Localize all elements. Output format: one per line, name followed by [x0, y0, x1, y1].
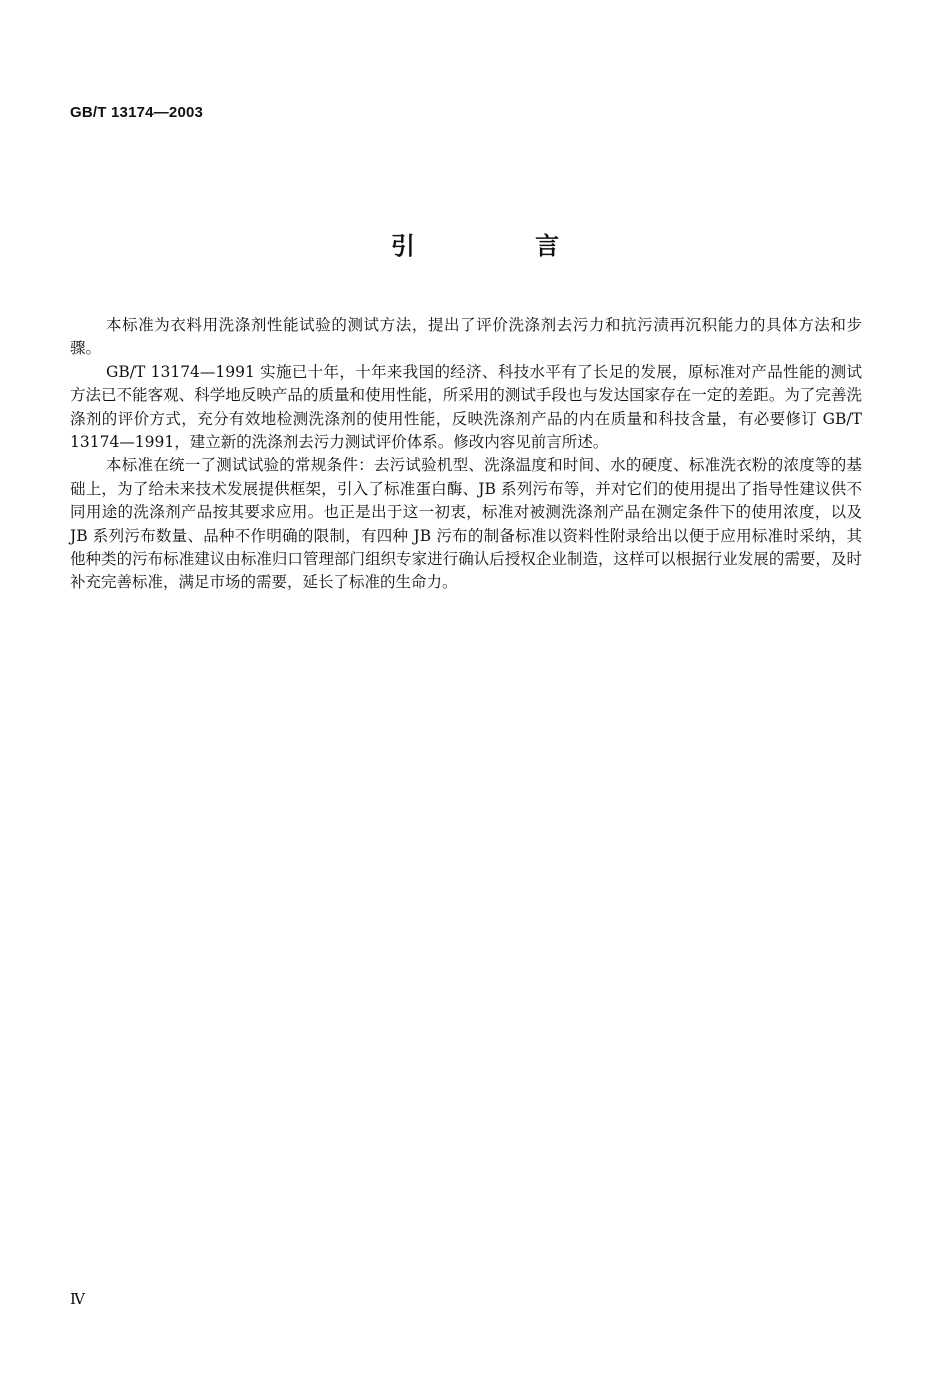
body-text: [70, 314, 862, 595]
page-number: Ⅳ: [70, 1292, 85, 1308]
paragraph-3: 本标准在统一了测试试验的常规条件：去污试验机型、洗涤温度和时间、水的硬度、标准洗衣粉的浓度等的基础上，为了给未来技术发展提供框架，引入了标准蛋白酶、JB 系列污布等，并对它们的使用提出了指导性建议供不同用途的洗涤剂产品按其要求应用。也正是出于这一初衷，标准对被测洗涤剂产品在测定条件下的使用浓度，以及 JB 系列污布数量、品种不作明确的限制，有四种 JB 污布的制备标准以资料性附录给出以便于应用标准时采纳，其他种类的污布标准建议由标准归口管理部门组织专家进行确认后授权企业制造，这样可以根据行业发展的需要，及时补充完善标准，满足市场的需要，延长了标准的生命力。: [70, 456, 862, 592]
paragraph-2: GB/T 13174—1991 实施已十年，十年来我国的经济、科技水平有了长足的发展，原标准对产品性能的测试方法已不能客观、科学地反映产品的质量和使用性能，所采用的测试手段也与发达国家存在一定的差距。为了完善洗涤剂的评价方式，充分有效地检测洗涤剂的使用性能，反映洗涤剂产品的内在质量和科技含量，有必要修订 GB/T 13174—1991，建立新的洗涤剂去污力测试评价体系。修改内容见前言所述。: [70, 362, 862, 452]
document-number: GB/T 13174—2003: [70, 104, 204, 121]
paragraph-1: 本标准为衣料用洗涤剂性能试验的测试方法，提出了评价洗涤剂去污力和抗污渍再沉积能力的具体方法和步骤。: [70, 316, 862, 358]
page-title: 引 言: [390, 232, 616, 260]
